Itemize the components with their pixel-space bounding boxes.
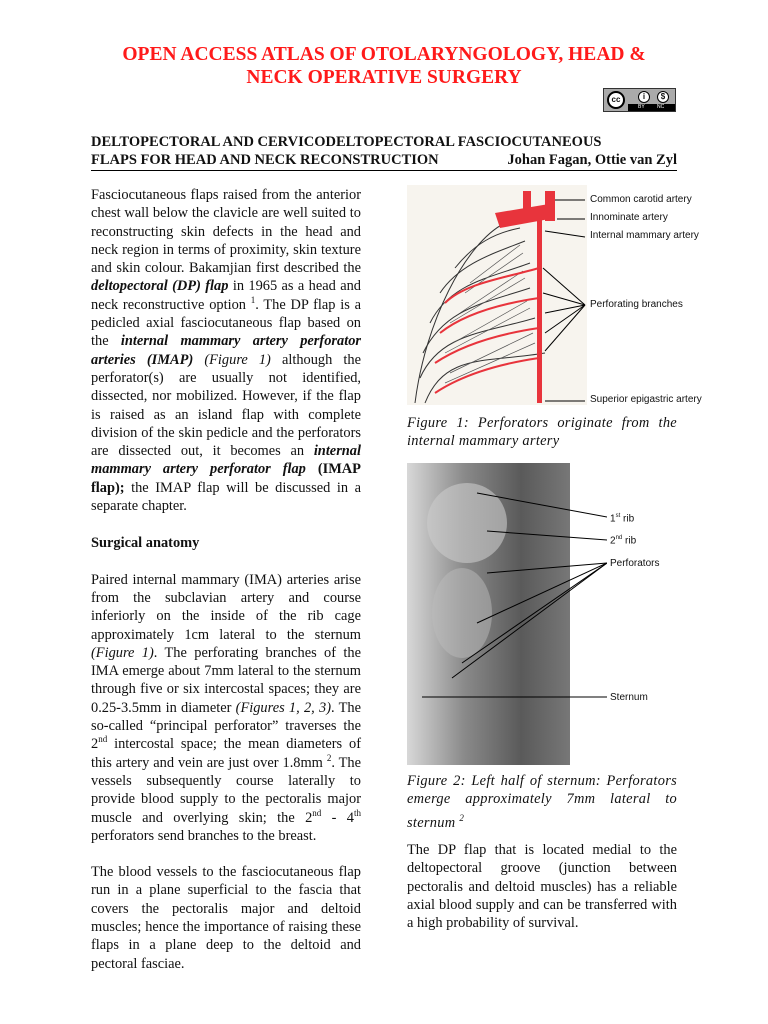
label-superior-epigastric: Superior epigastric artery: [590, 394, 702, 405]
text-run: . The DP flap is a pedicled axial fasciocutaneous flap based on the: [91, 296, 361, 350]
by-label: BY: [638, 104, 645, 110]
figure1-caption: Figure 1: Perforators originate from the internal mammary artery: [407, 415, 677, 450]
term-imap-flap: internal mammary artery perforator flap: [91, 443, 361, 478]
anatomy-paragraph: [91, 571, 361, 845]
ordinal: nd: [312, 807, 322, 818]
citation: 1: [250, 294, 256, 305]
atlas-title-line2: NECK OPERATIVE SURGERY: [246, 67, 522, 88]
figure-ref: (Figures 1, 2, 3): [235, 699, 332, 716]
citation: 2: [459, 812, 465, 823]
chapter-title-line1: DELTOPECTORAL AND CERVICODELTOPECTORAL FASCIOCUTANEOUS: [91, 134, 602, 150]
label-sternum: Sternum: [610, 692, 648, 703]
figure2-caption: [407, 772, 677, 832]
text-run: intercostal space; the mean diameters of this artery and vein are just over 1.8mm: [91, 736, 361, 771]
left-column: [91, 186, 361, 973]
vessels-paragraph: The blood vessels to the fasciocutaneous flap run in a plane superficial to the fascia that covers the pectoralis major and deltoid muscles; hence the importance of raising these flaps in a plane deep to the deltoid and pectoral fasciae.: [91, 864, 361, 972]
text-run: - 4: [321, 809, 354, 826]
term-dp-flap: deltopectoral (DP) flap: [91, 278, 229, 295]
atlas-title-line1: OPEN ACCESS ATLAS OF OTOLARYNGOLOGY, HEAD &: [122, 44, 646, 65]
ordinal: th: [353, 807, 361, 818]
caption-text: Figure 2: Left half of sternum: Perforators emerge approximately 7mm lateral to sternum: [407, 773, 677, 831]
ordinal: nd: [98, 734, 108, 745]
citation: 2: [326, 752, 332, 763]
label-perforators: Perforators: [610, 558, 660, 569]
text-run: perforators send branches to the breast.: [91, 827, 317, 844]
title-rule: [91, 170, 677, 171]
label-2nd-rib: 2nd rib: [610, 535, 637, 547]
rib-highlight: [427, 483, 507, 563]
cc-license-badge: [603, 88, 676, 112]
text-run: although the perforator(s) are usually not identified, dissected, nor mobilized. However, if the flap is raised as an island flap with complete division of the skin pedicle and the perforators are dissected out, it becomes an: [91, 351, 361, 460]
chapter-title: [91, 133, 677, 169]
by-icon: i: [638, 91, 650, 103]
label-perforating-branches: Perforating branches: [590, 299, 683, 310]
text-run: . The vessels subsequently course laterally to provide blood supply to the pectoralis major muscle and overlying skin; the 2: [91, 754, 362, 826]
text-run: in 1965 as a head and neck reconstructive option: [91, 278, 361, 313]
label-internal-mammary: Internal mammary artery: [590, 230, 699, 241]
term-imap-abbrev: (IMAP flap);: [91, 461, 361, 496]
rib-highlight: [432, 568, 492, 658]
intro-paragraph: [91, 186, 361, 515]
label-common-carotid: Common carotid artery: [590, 194, 692, 205]
nc-label: NC: [657, 104, 665, 110]
dp-flap-paragraph: The DP flap that is located medial to the deltopectoral groove (junction between pectoralis and deltoid muscles) has a reliable axial blood supply and can be transferred with a high probability of survival.: [407, 842, 677, 932]
authors: Johan Fagan, Ottie van Zyl: [507, 152, 677, 168]
term-imap: internal mammary artery perforator arteries (IMAP): [91, 333, 361, 368]
text-run: Paired internal mammary (IMA) arteries arise from the subclavian artery and course inferiorly on the inside of the rib cage approximately 1cm lateral to the sternum: [91, 571, 361, 643]
text-run: the IMAP flap will be discussed in a separate chapter.: [91, 479, 361, 515]
right-column-text: [407, 841, 677, 932]
license-bar: [628, 104, 675, 111]
figure-ref: (Figure 1): [204, 351, 271, 368]
figure2-photo: [407, 463, 607, 768]
section-heading: Surgical anatomy: [91, 535, 200, 552]
text-run: . The perforating branches of the IMA emerge about 7mm lateral to the sternum through five or six intercostal spaces; they are 0.25-3.5mm in diameter: [91, 644, 361, 716]
figure-ref: (Figure 1): [91, 644, 154, 661]
text-run: Fasciocutaneous flaps raised from the anterior chest wall below the clavicle are well suited to reconstructing skin defects in the head and neck region in terms of proximity, skin texture and skin colour. Bakamjian first described the: [91, 187, 361, 277]
atlas-title: [0, 43, 768, 89]
label-1st-rib: 1st rib: [610, 513, 635, 525]
text-run: . The so-called “principal perforator” traverses the 2: [91, 699, 361, 753]
cc-icon: cc: [607, 91, 625, 109]
label-innominate: Innominate artery: [590, 212, 668, 223]
chapter-title-line2: FLAPS FOR HEAD AND NECK RECONSTRUCTION: [91, 152, 439, 168]
nc-icon: $: [657, 91, 669, 103]
